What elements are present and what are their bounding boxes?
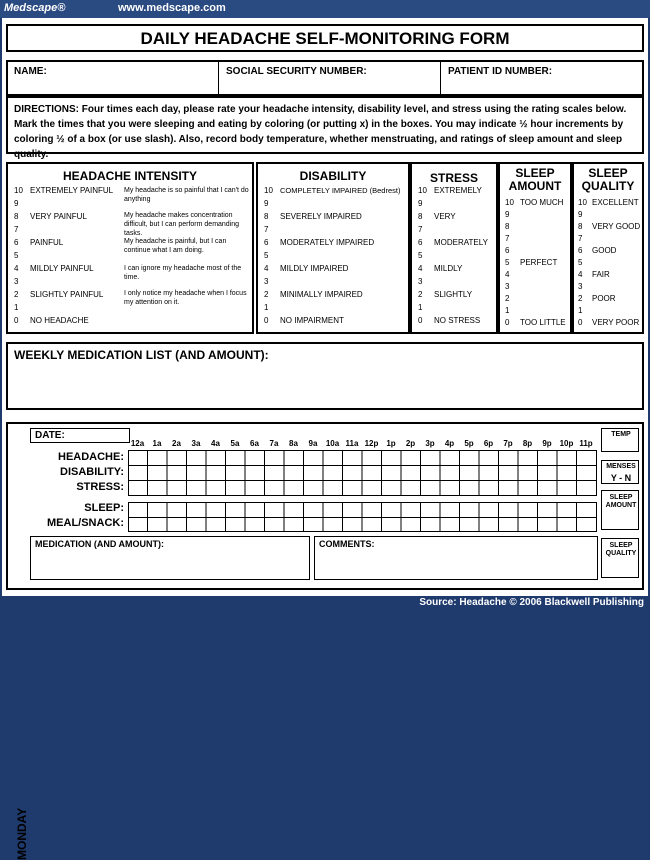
hour-label: 10a: [325, 439, 340, 448]
stress-scale: [410, 162, 498, 334]
sleep-quality-box[interactable]: [601, 538, 639, 578]
scale-number: 8: [14, 212, 19, 221]
hour-label: 8p: [522, 439, 533, 448]
day-label: MONDAY: [15, 807, 29, 860]
row-label-sleep: SLEEP:: [84, 502, 124, 514]
scale-number: 2: [578, 294, 583, 303]
scale-number: 2: [505, 294, 510, 303]
hour-label: 3p: [425, 439, 435, 448]
sleep-quality-label: SLEEP QUALITY: [605, 542, 637, 557]
scale-number: 0: [418, 316, 423, 325]
scale-number: 1: [264, 303, 269, 312]
scale-number: 7: [418, 225, 423, 234]
scale-number: 4: [14, 264, 19, 273]
name-field-label: NAME:: [14, 66, 47, 77]
hour-label: 4p: [444, 439, 455, 448]
scale-number: 5: [418, 251, 423, 260]
scale-number: 5: [14, 251, 19, 260]
scale-number: 4: [505, 270, 510, 279]
scale-number: 8: [418, 212, 423, 221]
scale-number: 10: [505, 198, 514, 207]
scale-level-label: EXCELLENT: [592, 198, 639, 207]
comments-label: COMMENTS:: [319, 539, 375, 549]
divider: [440, 62, 441, 94]
scale-number: 1: [505, 306, 510, 315]
scale-number: 3: [264, 277, 269, 286]
scale-level-label: MODERATELY: [434, 238, 488, 247]
scale-number: 2: [14, 290, 19, 299]
menses-label: MENSES: [606, 463, 636, 470]
scale-number: 4: [418, 264, 423, 273]
scale-number: 9: [578, 210, 583, 219]
hour-label: 1a: [152, 439, 162, 448]
scale-number: 3: [505, 282, 510, 291]
row-label-disability: DISABILITY:: [60, 466, 124, 478]
scale-number: 0: [264, 316, 269, 325]
medication-amount-label: MEDICATION (AND AMOUNT):: [35, 539, 164, 549]
scale-number: 6: [264, 238, 269, 247]
form-title: DAILY HEADACHE SELF-MONITORING FORM: [140, 29, 510, 48]
temp-box[interactable]: [601, 428, 639, 452]
scale-level-label: VERY PAINFUL: [30, 212, 87, 221]
headache-description: I can ignore my headache most of the time.: [124, 265, 242, 281]
headache-intensity-scale: [6, 162, 254, 334]
sleep-amount-box[interactable]: [601, 490, 639, 530]
date-label: DATE:: [35, 430, 65, 441]
row-label-stress: STRESS:: [76, 481, 124, 493]
disability-scale: [256, 162, 410, 334]
scale-level-label: MODERATELY IMPAIRED: [280, 238, 375, 247]
scale-level-label: EXTREMELY PAINFUL: [30, 186, 114, 195]
hour-label: 2p: [405, 439, 416, 448]
hour-label: 7p: [503, 439, 513, 448]
row-label-meal-snack: MEAL/SNACK:: [47, 517, 124, 529]
scale-level-label: VERY GOOD: [592, 222, 641, 231]
hour-label: 2a: [172, 439, 181, 448]
hour-label: 11a: [345, 439, 359, 448]
scale-number: 7: [505, 234, 510, 243]
scale-number: 7: [14, 225, 19, 234]
scale-number: 2: [418, 290, 423, 299]
hourly-rating-grid[interactable]: [128, 450, 598, 534]
sleep-quality-title-2: QUALITY: [581, 179, 635, 193]
directions-text: DIRECTIONS: Four times each day, please rate your headache intensity, disability level, and stress using the rating scales below. Mark the times that you were sleeping and eating by coloring (or putting x) in the boxes. You may indicate ½ hour increments by coloring ½ of a box (or use slash). Also, record body temperature, whether menstruating, and ratings of sleep amount and sleep quality.: [14, 104, 627, 160]
scale-level-label: NO IMPAIRMENT: [280, 316, 344, 325]
scale-number: 10: [14, 186, 23, 195]
weekly-medication-list[interactable]: [6, 342, 644, 410]
scale-level-label: MINIMALLY IMPAIRED: [280, 290, 363, 299]
hour-label: 5p: [464, 439, 474, 448]
ssn-field-label: SOCIAL SECURITY NUMBER:: [226, 66, 367, 77]
sleep-amount-label: SLEEP AMOUNT: [605, 494, 637, 509]
headache-scale-title: HEADACHE INTENSITY: [62, 169, 197, 183]
hour-label: 8a: [289, 439, 298, 448]
scale-level-label: SLIGHTLY: [434, 290, 473, 299]
scale-level-label: VERY: [434, 212, 456, 221]
scale-number: 10: [264, 186, 273, 195]
scale-number: 5: [505, 258, 510, 267]
scale-level-label: TOO LITTLE: [520, 318, 566, 327]
hour-label: 12a: [130, 439, 145, 448]
headache-description: My headache is so painful that I can't do anything: [124, 187, 249, 203]
patient-info-box: [6, 60, 644, 96]
row-label-headache: HEADACHE:: [58, 451, 124, 463]
scale-number: 9: [505, 210, 510, 219]
hour-label: 3a: [191, 439, 201, 448]
medication-amount-box[interactable]: [30, 536, 310, 580]
hour-label: 11p: [579, 439, 593, 448]
scale-number: 1: [578, 306, 583, 315]
hour-label: 5a: [230, 439, 240, 448]
medscape-logo: Medscape®: [4, 2, 66, 14]
scale-level-label: POOR: [592, 294, 616, 303]
hour-label: 6a: [250, 439, 259, 448]
scale-level-label: EXTREMELY: [434, 186, 482, 195]
scale-number: 3: [418, 277, 423, 286]
date-box[interactable]: [30, 428, 130, 443]
site-header-bar: [0, 0, 650, 18]
scale-number: 0: [14, 316, 19, 325]
stress-scale-title: STRESS: [429, 171, 478, 185]
footer-bar: [0, 596, 650, 612]
scale-level-label: NO HEADACHE: [30, 316, 89, 325]
form-title-box: [6, 24, 644, 52]
scale-number: 4: [578, 270, 583, 279]
scale-level-label: VERY POOR: [592, 318, 640, 327]
comments-box[interactable]: [314, 536, 598, 580]
scale-number: 5: [578, 258, 583, 267]
scale-number: 3: [578, 282, 583, 291]
sleep-amount-scale: [498, 162, 572, 334]
scale-number: 6: [578, 246, 583, 255]
disability-scale-title: DISABILITY: [299, 169, 367, 183]
scale-number: 3: [14, 277, 19, 286]
hour-label: 10p: [559, 439, 574, 448]
menses-box[interactable]: [601, 460, 639, 484]
scale-level-label: MILDLY PAINFUL: [30, 264, 94, 273]
patient-id-field-label: PATIENT ID NUMBER:: [448, 66, 553, 77]
scale-level-label: SEVERELY IMPAIRED: [280, 212, 362, 221]
sleep-quality-title-1: SLEEP: [588, 166, 628, 180]
hour-label: 9a: [308, 439, 318, 448]
medication-list-title: WEEKLY MEDICATION LIST (AND AMOUNT):: [14, 348, 269, 362]
headache-description: My headache is painful, but I can continue what I am doing.: [124, 238, 227, 254]
scale-level-label: SLIGHTLY PAINFUL: [30, 290, 104, 299]
scale-number: 2: [264, 290, 269, 299]
scale-number: 10: [578, 198, 587, 207]
scale-number: 7: [578, 234, 583, 243]
hour-label: 6p: [483, 439, 494, 448]
hour-label: 4a: [211, 439, 220, 448]
scale-level-label: MILDLY IMPAIRED: [280, 264, 349, 273]
headache-description: I only notice my headache when I focus my attention on it.: [124, 290, 247, 306]
scale-number: 4: [264, 264, 269, 273]
scale-number: 0: [505, 318, 510, 327]
scale-level-label: COMPLETELY IMPAIRED (Bedrest): [280, 186, 401, 195]
scale-number: 6: [418, 238, 423, 247]
divider: [218, 62, 219, 94]
scale-level-label: MILDLY: [434, 264, 463, 273]
scale-number: 9: [418, 199, 423, 208]
scale-level-label: GOOD: [592, 246, 617, 255]
temp-label: TEMP: [611, 431, 631, 438]
hour-label: 12p: [364, 439, 379, 448]
source-credit: Source: Headache © 2006 Blackwell Publishing: [419, 597, 644, 608]
sleep-amount-title-1: SLEEP: [515, 166, 555, 180]
scale-level-label: FAIR: [592, 270, 610, 279]
scale-number: 8: [578, 222, 583, 231]
scale-level-label: TOO MUCH: [520, 198, 564, 207]
scale-number: 9: [14, 199, 19, 208]
scale-number: 1: [418, 303, 423, 312]
directions-box: [6, 96, 644, 160]
headache-description: My headache makes concentration difficult, but I can perform demanding tasks.: [124, 212, 240, 237]
hour-label: 7a: [269, 439, 279, 448]
scale-number: 7: [264, 225, 269, 234]
scale-number: 8: [505, 222, 510, 231]
scale-number: 8: [264, 212, 269, 221]
scale-level-label: PAINFUL: [30, 238, 64, 247]
hour-label: 9p: [542, 439, 552, 448]
scale-number: 1: [14, 303, 19, 312]
scale-number: 0: [578, 318, 583, 327]
sleep-quality-scale: [572, 162, 644, 334]
hour-label: 1p: [386, 439, 396, 448]
sleep-amount-title-2: AMOUNT: [508, 179, 562, 193]
site-url: www.medscape.com: [118, 2, 226, 14]
scale-number: 6: [505, 246, 510, 255]
scale-number: 5: [264, 251, 269, 260]
menses-options: Y - N: [610, 473, 632, 483]
scale-level-label: PERFECT: [520, 258, 558, 267]
scale-level-label: NO STRESS: [434, 316, 481, 325]
scale-number: 10: [418, 186, 427, 195]
scale-number: 9: [264, 199, 269, 208]
scale-number: 6: [14, 238, 19, 247]
